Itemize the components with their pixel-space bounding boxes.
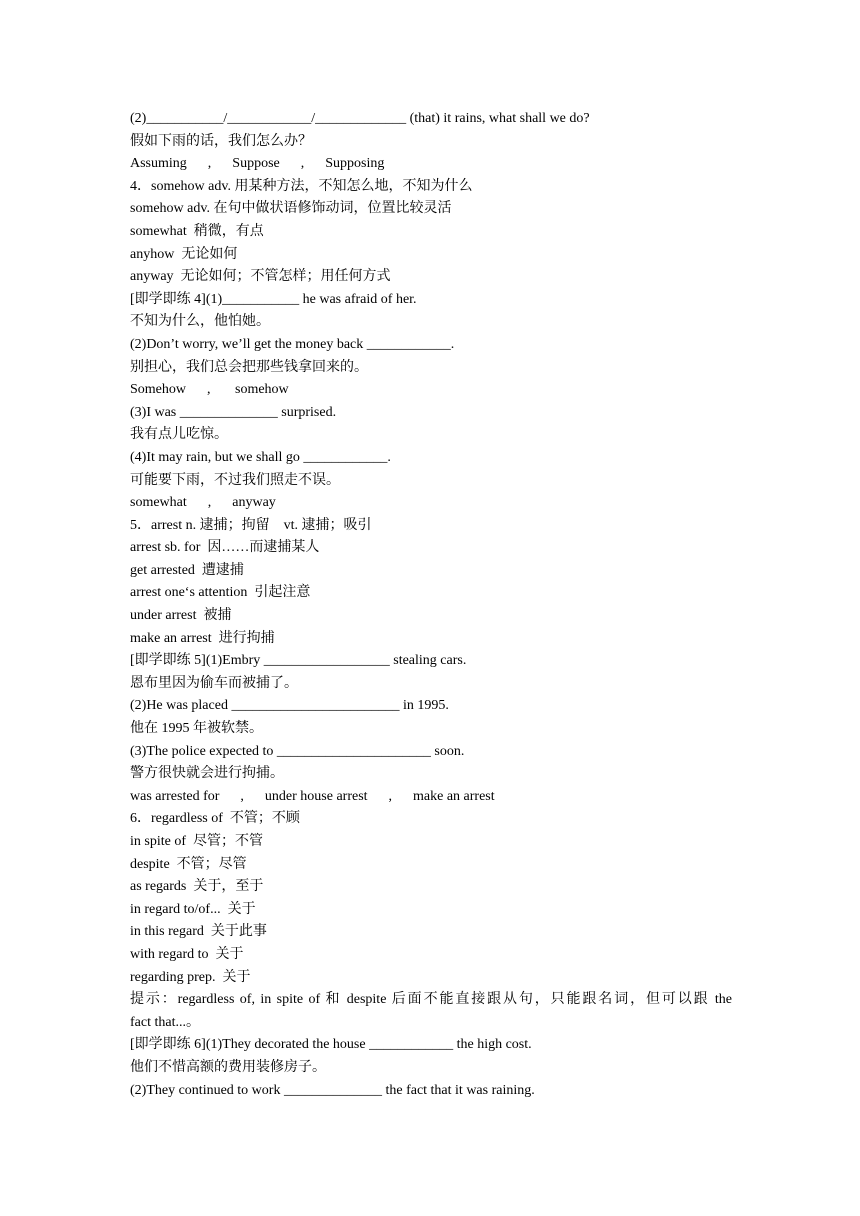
exercise-5-item-2: (2)He was placed ________________________ in 1995.: [130, 698, 449, 714]
translation: 他们不惜高额的费用装修房子。: [130, 1059, 326, 1075]
translation: 别担心，我们总会把那些钱拿回来的。: [130, 359, 368, 375]
translation: 恩布里因为偷车而被捕了。: [130, 675, 298, 691]
definition-line: anyway 无论如何；不管怎样；用任何方式: [130, 269, 391, 285]
definition-line: arrest one‘s attention 引起注意: [130, 585, 311, 601]
answer-key: Assuming , Suppose , Supposing: [130, 156, 385, 172]
definition-line: despite 不管；尽管: [130, 856, 247, 872]
exercise-5-item-3: (3)The police expected to ______________________ soon.: [130, 743, 465, 759]
exercise-4-item-3: (3)I was ______________ surprised.: [130, 404, 337, 420]
definition-line: as regards 关于，至于: [130, 879, 264, 895]
definition-line: in spite of 尽管；不管: [130, 834, 263, 849]
section-heading-arrest: 5．arrest n. 逮捕；拘留 vt. 逮捕；吸引: [130, 517, 372, 533]
definition-line: regarding prep. 关于: [130, 969, 251, 985]
section-heading-somehow: 4．somehow adv. 用某种方法，不知怎么地，不知为什么: [130, 178, 473, 194]
definition-line: anyhow 无论如何: [130, 246, 238, 262]
translation: 假如下雨的话，我们怎么办？: [130, 133, 312, 149]
translation: 他在 1995 年被软禁。: [130, 721, 263, 737]
exercise-3-item-2: (2)___________/____________/_____________ (that) it rains, what shall we do?: [130, 111, 590, 126]
translation: 不知为什么，他怕她。: [130, 314, 270, 330]
exercise-4-item-1: [即学即练 4](1)___________ he was afraid of her.: [130, 291, 417, 307]
definition-line: in this regard 关于此事: [130, 924, 267, 940]
exercise-6-item-1: [即学即练 6](1)They decorated the house ____________ the high cost.: [130, 1037, 532, 1053]
section-heading-regardless: 6．regardless of 不管；不顾: [130, 811, 300, 827]
answer-key: somewhat , anyway: [130, 495, 276, 511]
definition-line: somehow adv. 在句中做状语修饰动词，位置比较灵活: [130, 201, 452, 217]
translation: 可能要下雨，不过我们照走不误。: [130, 472, 340, 488]
exercise-5-item-1: [即学即练 5](1)Embry __________________ stealing cars.: [130, 653, 467, 669]
answer-key: was arrested for , under house arrest , make an arrest: [130, 788, 495, 804]
usage-tip: 提示：regardless of, in spite of 和 despite 后面不能直接跟从句，只能跟名词，但可以跟 the: [130, 992, 732, 1008]
exercise-6-item-2: (2)They continued to work ______________ the fact that it was raining.: [130, 1082, 535, 1098]
translation: 警方很快就会进行拘捕。: [130, 766, 284, 782]
definition-line: make an arrest 进行拘捕: [130, 630, 275, 646]
exercise-4-item-2: (2)Don’t worry, we’ll get the money back ____________.: [130, 336, 455, 352]
exercise-4-item-4: (4)It may rain, but we shall go ____________.: [130, 449, 391, 465]
definition-line: with regard to 关于: [130, 946, 244, 962]
definition-line: somewhat 稍微，有点: [130, 223, 264, 239]
usage-tip-continued: fact that...。: [130, 1014, 200, 1030]
translation: 我有点儿吃惊。: [130, 427, 228, 443]
answer-key: Somehow , somehow: [130, 382, 289, 398]
document-body: [130, 108, 732, 1102]
definition-line: arrest sb. for 因……而逮捕某人: [130, 540, 320, 556]
definition-line: get arrested 遭逮捕: [130, 562, 244, 578]
definition-line: under arrest 被捕: [130, 608, 232, 624]
definition-line: in regard to/of... 关于: [130, 901, 256, 917]
